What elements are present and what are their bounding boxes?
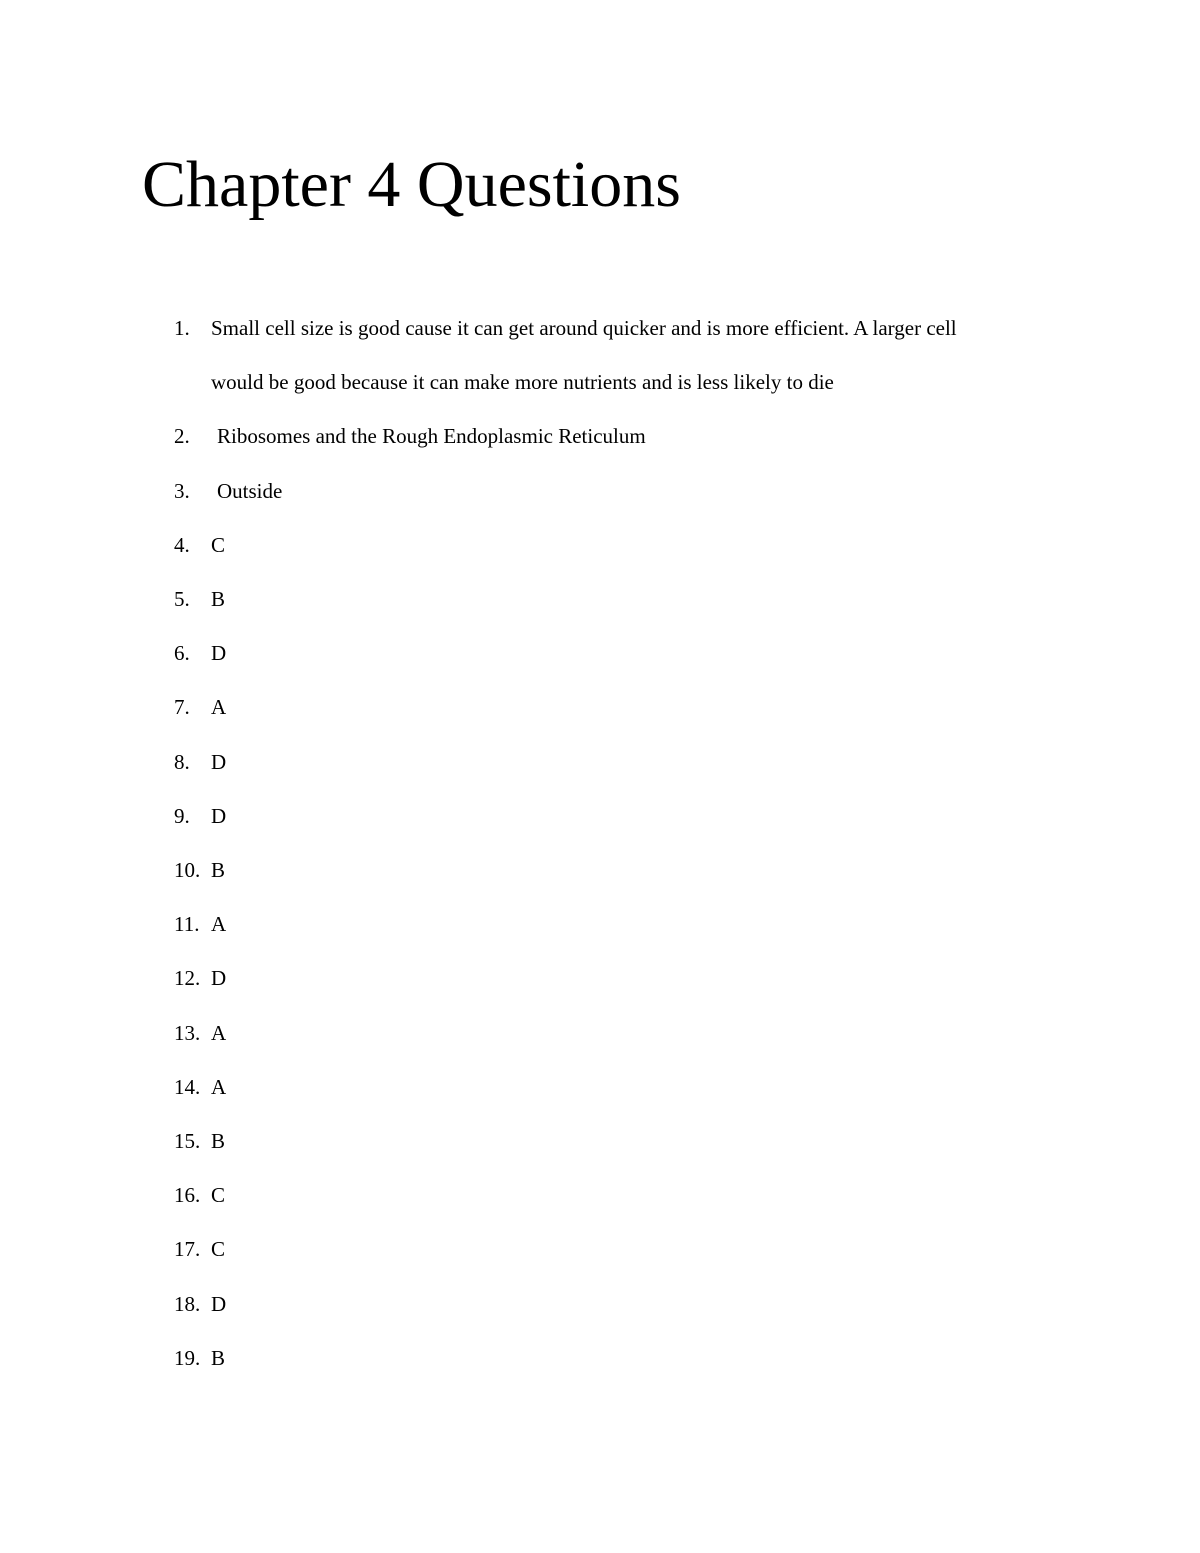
item-text: B xyxy=(211,858,226,883)
item-text: D xyxy=(211,1291,227,1316)
list-item xyxy=(174,843,1074,897)
list-item xyxy=(174,1168,1074,1222)
list-item xyxy=(174,1222,1074,1276)
item-text: D xyxy=(211,641,227,666)
item-number: 9. xyxy=(174,803,190,828)
list-item xyxy=(174,897,1074,951)
list-item xyxy=(174,789,1074,843)
list-item xyxy=(174,409,1074,463)
item-text: D xyxy=(211,966,227,991)
item-text: A xyxy=(211,695,227,720)
list-item xyxy=(174,680,1074,734)
list-item xyxy=(174,735,1074,789)
item-text: A xyxy=(211,1074,227,1099)
item-number: 4. xyxy=(174,532,190,557)
item-number: 14. xyxy=(174,1074,201,1099)
page-title: Chapter 4 Questions xyxy=(142,148,681,221)
list-item xyxy=(174,301,1074,409)
item-text: B xyxy=(211,1345,226,1370)
item-text: C xyxy=(211,532,226,557)
item-text: D xyxy=(211,803,227,828)
list-item xyxy=(174,464,1074,518)
item-number: 6. xyxy=(174,641,190,666)
item-number: 16. xyxy=(174,1183,201,1208)
item-number: 3. xyxy=(174,478,190,503)
item-text: B xyxy=(211,1129,226,1154)
item-number: 5. xyxy=(174,587,190,612)
list-item xyxy=(174,1277,1074,1331)
item-number: 8. xyxy=(174,749,190,774)
item-number: 10. xyxy=(174,858,201,883)
list-item xyxy=(174,1060,1074,1114)
list-item xyxy=(174,1114,1074,1168)
list-item xyxy=(174,1331,1074,1385)
item-number: 19. xyxy=(174,1345,201,1370)
item-number: 18. xyxy=(174,1291,201,1316)
item-text-line: would be good because it can make more nutrients and is less likely to die xyxy=(211,370,834,395)
item-text: A xyxy=(211,1020,227,1045)
list-item xyxy=(174,518,1074,572)
item-number: 11. xyxy=(174,912,200,937)
item-number: 15. xyxy=(174,1129,201,1154)
item-text: Ribosomes and the Rough Endoplasmic Reticulum xyxy=(217,424,646,449)
item-text: D xyxy=(211,749,227,774)
item-number: 1. xyxy=(174,316,190,340)
item-text: C xyxy=(211,1183,226,1208)
item-text-line: Small cell size is good cause it can get around quicker and is more efficient. A larger cell xyxy=(211,316,957,340)
item-number: 7. xyxy=(174,695,190,720)
item-number: 12. xyxy=(174,966,201,991)
item-text: A xyxy=(211,912,227,937)
list-item xyxy=(174,1006,1074,1060)
item-number: 2. xyxy=(174,424,190,449)
list-item xyxy=(174,626,1074,680)
item-text: B xyxy=(211,587,226,612)
list-item xyxy=(174,572,1074,626)
list-item xyxy=(174,951,1074,1005)
item-number: 17. xyxy=(174,1237,201,1262)
item-text: C xyxy=(211,1237,226,1262)
item-text: Outside xyxy=(217,478,283,503)
answer-list xyxy=(174,301,1074,1385)
item-number: 13. xyxy=(174,1020,201,1045)
